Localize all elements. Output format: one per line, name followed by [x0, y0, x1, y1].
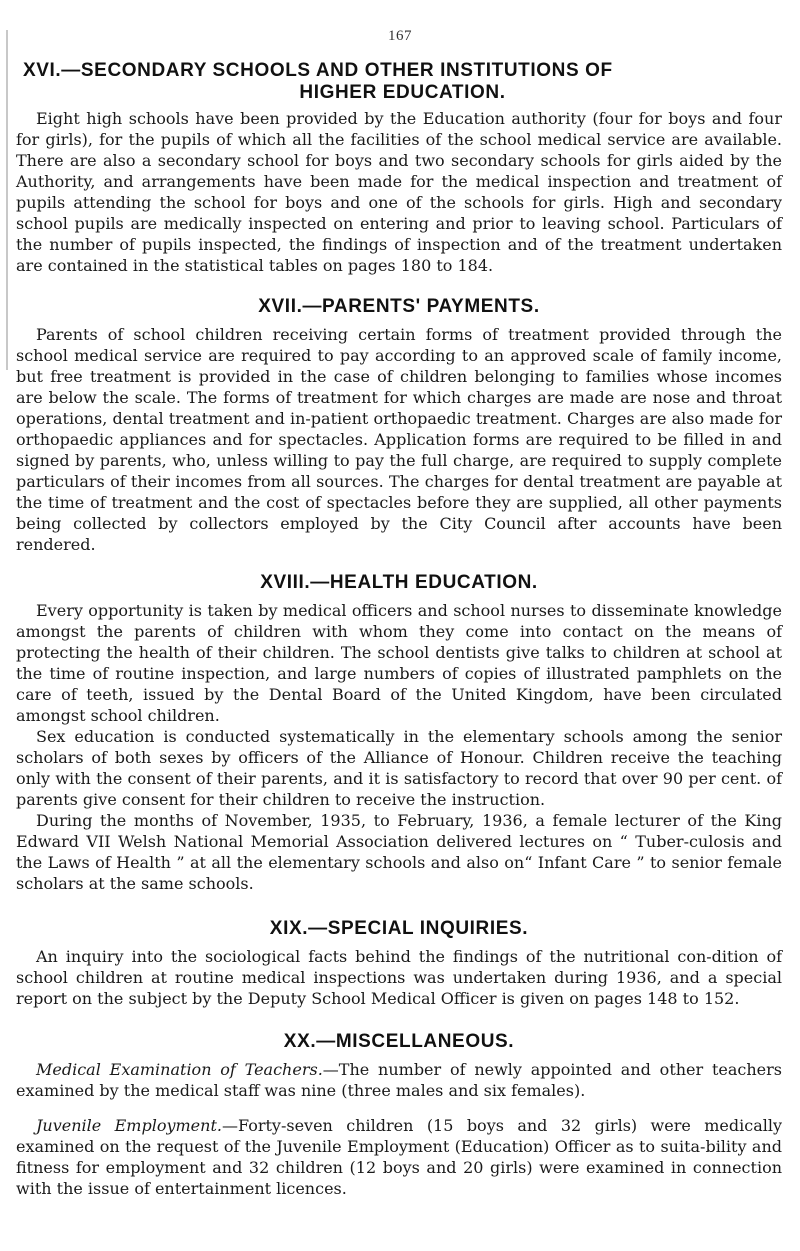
run-in-heading: Juvenile Employment. — [36, 1116, 222, 1135]
section-heading — [16, 60, 782, 104]
paragraph: During the months of November, 1935, to February, 1936, a female lecturer of the King Edward VII Welsh National Memorial Association delivered lectures on “ Tuber-culosis and the Laws of Health ” at all the elementary schools and also on“ Infant Care ” to senior female scholars at the same schools. — [16, 811, 782, 893]
paragraph: Sex education is conducted systematically in the elementary schools among the senior scholars of both sexes by officers of the Alliance of Honour. Children receive the teaching only with the consent of their parents, and it is satisfactory to record that over 90 per cent. of parents give consent for their children to receive the instruction. — [16, 727, 782, 809]
section-heading: XX.—MISCELLANEOUS. — [283, 1031, 515, 1052]
paragraph-text: —Forty-seven children (15 boys and 32 girls) were medically examined on the request of the Juvenile Employment (Education) Officer as to suita-bility and fitness for employment and 32 children (12 boys and 20 girls) were examined in connection with the issue of entertainment licences. — [16, 1116, 783, 1198]
section-heading: XIX.—SPECIAL INQUIRIES. — [269, 918, 529, 939]
paragraph-teachers — [16, 1059, 782, 1101]
heading-line-2: HIGHER EDUCATION. — [299, 82, 506, 103]
section-parents-payments — [16, 296, 782, 555]
section-heading: XVIII.—HEALTH EDUCATION. — [260, 572, 538, 593]
paragraph: Eight high schools have been provided by the Education authority (four for boys and four for girls), for the pupils of which all the facilities of the school medical service are available. There are also a secondary school for boys and two secondary schools for girls aided by the Authority, and arrangements have been made for the medical inspection and treatment of pupils attending the school for boys and one of the schools for girls. High and secondary school pupils are medically inspected on entering and prior to leaving school. Particulars of the number of pupils inspected, the findings of inspection and of the treatment undertaken are contained in the statistical tables on pages 180 to 184. — [16, 109, 782, 275]
paragraph: Parents of school children receiving certain forms of treatment provided through the school medical service are required to pay according to an approved scale of family income, but free treatment is provided in the case of children belonging to families whose incomes are below the scale. The forms of treatment for which charges are made are nose and throat operations, dental treatment and in-patient orthopaedic treatment. Charges are also made for orthopaedic appliances and for spectacles. Application forms are required to be filled in and signed by parents, who, unless willing to pay the full charge, are required to supply complete particulars of their incomes from all sources. The charges for dental treatment are payable at the time of treatment and the cost of spectacles before they are supplied, all other payments being collected by collectors employed by the City Council after accounts have been rendered. — [16, 325, 782, 554]
page-number: 167 — [388, 28, 412, 44]
run-in-heading: Medical Examination of Teachers. — [36, 1060, 323, 1079]
section-heading: XVII.—PARENTS' PAYMENTS. — [258, 296, 540, 317]
paragraph: An inquiry into the sociological facts behind the findings of the nutritional con-dition of school children at routine medical inspections was undertaken during 1936, and a special report on the subject by the Deputy School Medical Officer is given on pages 148 to 152. — [16, 947, 782, 1008]
page-binding-edge — [6, 30, 8, 370]
paragraph-juvenile — [16, 1115, 782, 1199]
section-health-education — [16, 572, 782, 894]
document-body — [16, 60, 782, 1199]
heading-line-1: XVI.—SECONDARY SCHOOLS AND OTHER INSTITUTIONS OF — [23, 60, 613, 81]
section-secondary-schools — [16, 60, 782, 276]
section-miscellaneous — [16, 1031, 782, 1199]
paragraph: Every opportunity is taken by medical officers and school nurses to disseminate knowledge amongst the parents of children with whom they come into contact on the means of protecting the health of their children. The school dentists give talks to children at school at the time of routine inspection, and large numbers of copies of illustrated pamphlets on the care of teeth, issued by the Dental Board of the United Kingdom, have been circulated amongst school children. — [16, 601, 782, 725]
section-special-inquiries — [16, 918, 782, 1009]
paragraph-text: —The number of newly appointed and other teachers examined by the medical staff was nine (three males and six females). — [16, 1060, 782, 1100]
